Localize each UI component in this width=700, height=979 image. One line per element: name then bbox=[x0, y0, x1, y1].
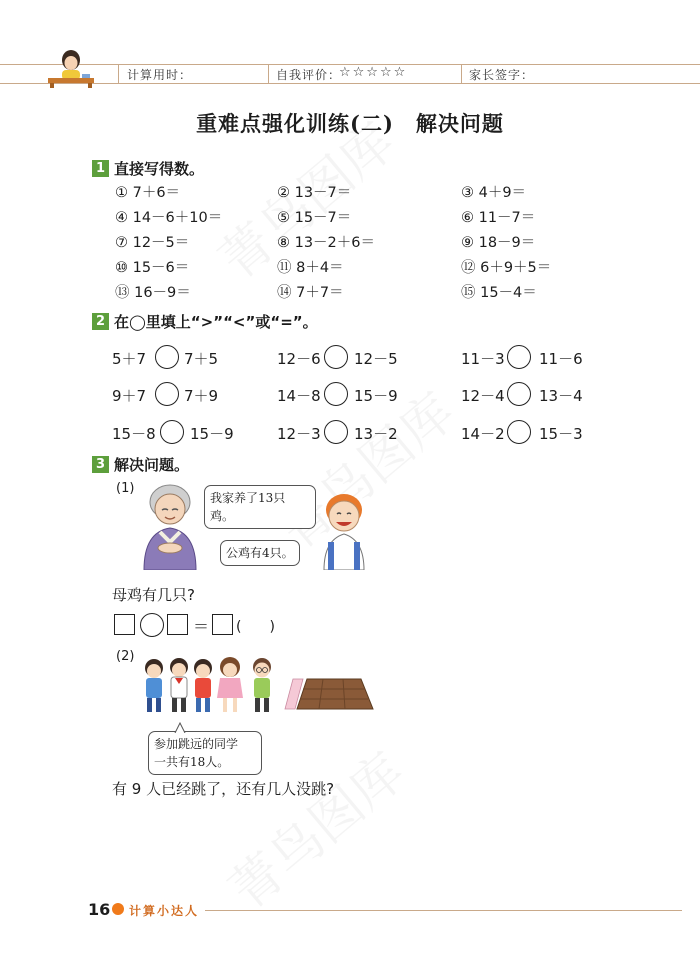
equation: ⑧ 13－2＋6＝ bbox=[277, 235, 376, 251]
equation: ⑫ 6＋9＋5＝ bbox=[461, 260, 552, 276]
compare-circle[interactable] bbox=[155, 382, 179, 406]
long-jump-pit-icon bbox=[283, 675, 375, 711]
section-1-heading: 直接写得数。 bbox=[114, 160, 205, 178]
answer-box[interactable] bbox=[167, 614, 188, 635]
compare-left: 5＋7 bbox=[112, 350, 147, 368]
equation: ⑤ 15－7＝ bbox=[277, 210, 352, 226]
problem-2-question: 有 9 人已经跳了，还有几人没跳? bbox=[112, 780, 335, 798]
equation: ⑬ 16－9＝ bbox=[115, 285, 191, 301]
star-rating[interactable]: ☆☆☆☆☆ bbox=[339, 65, 408, 80]
page-number: 16 bbox=[88, 900, 111, 919]
compare-left: 12－3 bbox=[277, 425, 321, 443]
equation: ⑮ 15－4＝ bbox=[461, 285, 537, 301]
equation: ⑪ 8＋4＝ bbox=[277, 260, 344, 276]
compare-right: 15－3 bbox=[539, 425, 583, 443]
compare-circle[interactable] bbox=[324, 420, 348, 444]
compare-circle[interactable] bbox=[160, 420, 184, 444]
problem-1-label: (1) bbox=[116, 481, 135, 496]
compare-left: 15－8 bbox=[112, 425, 156, 443]
compare-left: 12－6 bbox=[277, 350, 321, 368]
self-eval-label: 自我评价： bbox=[276, 68, 342, 82]
compare-circle[interactable] bbox=[507, 382, 531, 406]
problem-2-label: (2) bbox=[116, 649, 135, 664]
compare-left: 11－3 bbox=[461, 350, 505, 368]
equals-sign: ＝ bbox=[193, 617, 210, 636]
time-label: 计算用时： bbox=[127, 68, 193, 82]
equation: ⑩ 15－6＝ bbox=[115, 260, 190, 276]
compare-circle[interactable] bbox=[324, 382, 348, 406]
section-3-heading: 解决问题。 bbox=[114, 456, 190, 474]
book-logo-icon bbox=[112, 903, 124, 915]
compare-right: 12－5 bbox=[354, 350, 398, 368]
section-3-number: 3 bbox=[92, 456, 109, 473]
compare-right: 15－9 bbox=[190, 425, 234, 443]
compare-right: 13－4 bbox=[539, 387, 583, 405]
answer-box[interactable] bbox=[114, 614, 135, 635]
parent-sign-label: 家长签字： bbox=[469, 68, 535, 82]
grandma-icon bbox=[138, 482, 202, 570]
unit-parentheses: ( ) bbox=[236, 619, 275, 635]
section-1-number: 1 bbox=[92, 160, 109, 177]
book-name: 计算小达人 bbox=[129, 904, 200, 918]
speech-bubble-children: 参加跳远的同学 一共有18人。 bbox=[148, 731, 262, 775]
compare-circle[interactable] bbox=[324, 345, 348, 369]
answer-box[interactable] bbox=[212, 614, 233, 635]
bubble-pointer bbox=[173, 722, 187, 733]
compare-right: 13－2 bbox=[354, 425, 398, 443]
children-group-icon bbox=[134, 652, 284, 718]
equation: ⑦ 12－5＝ bbox=[115, 235, 190, 251]
compare-right: 7＋9 bbox=[184, 387, 219, 405]
section-2-number: 2 bbox=[92, 313, 109, 330]
boy-icon bbox=[318, 490, 370, 570]
compare-left: 12－4 bbox=[461, 387, 505, 405]
compare-circle[interactable] bbox=[507, 420, 531, 444]
equation: ③ 4＋9＝ bbox=[461, 185, 527, 201]
compare-circle[interactable] bbox=[507, 345, 531, 369]
compare-left: 14－8 bbox=[277, 387, 321, 405]
compare-left: 9＋7 bbox=[112, 387, 147, 405]
equation: ⑥ 11－7＝ bbox=[461, 210, 536, 226]
speech-bubble-grandma: 我家养了13只 鸡。 bbox=[204, 485, 316, 529]
compare-right: 11－6 bbox=[539, 350, 583, 368]
page-title: 重难点强化训练(二) 解决问题 bbox=[196, 111, 504, 136]
problem-1-question: 母鸡有几只? bbox=[112, 586, 195, 604]
equation: ⑨ 18－9＝ bbox=[461, 235, 536, 251]
compare-left: 14－2 bbox=[461, 425, 505, 443]
section-2-heading: 在◯里填上“>”“<”或“=”。 bbox=[114, 313, 318, 331]
equation: ① 7＋6＝ bbox=[115, 185, 181, 201]
speech-bubble-boy: 公鸡有4只。 bbox=[220, 540, 300, 566]
operator-circle[interactable] bbox=[140, 613, 164, 637]
compare-right: 7＋5 bbox=[184, 350, 219, 368]
equation: ② 13－7＝ bbox=[277, 185, 352, 201]
student-at-desk-icon bbox=[44, 44, 98, 88]
compare-circle[interactable] bbox=[155, 345, 179, 369]
compare-right: 15－9 bbox=[354, 387, 398, 405]
equation: ⑭ 7＋7＝ bbox=[277, 285, 344, 301]
equation: ④ 14－6＋10＝ bbox=[115, 210, 223, 226]
